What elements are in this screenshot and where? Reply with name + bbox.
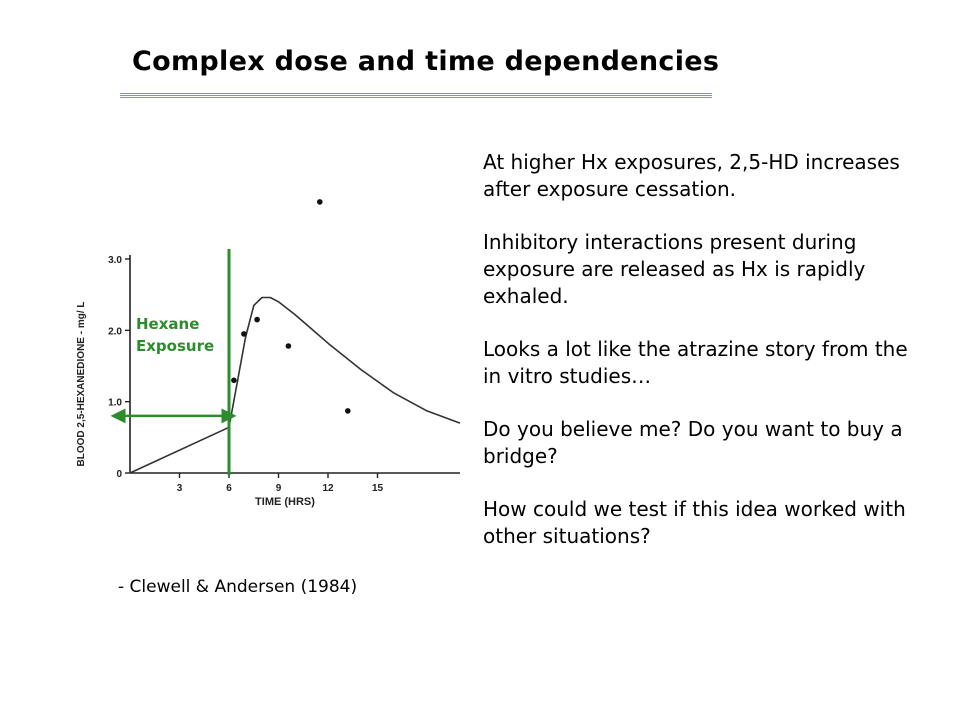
x-axis-label: TIME (HRS): [255, 496, 315, 508]
y-tick-label-1: 1.0: [108, 397, 122, 409]
exposure-label-line1: Hexane: [136, 315, 200, 333]
x-tick-label-3: 12: [322, 483, 334, 494]
x-tick-label-2: 9: [275, 483, 282, 494]
data-point-2: [254, 317, 260, 323]
paragraph-1: At higher Hx exposures, 2,5-HD increases after exposure cessation.: [483, 150, 900, 201]
hexanedione-chart: [60, 170, 470, 550]
y-tick-label-3: 3.0: [108, 255, 122, 266]
x-tick-label-4: 15: [371, 483, 384, 494]
y-tick-label-0: 0: [116, 469, 122, 480]
chart-container: [60, 170, 470, 550]
data-point-5: [317, 199, 323, 205]
y-tick-label-2: 2.0: [108, 326, 122, 338]
paragraph-5: How could we test if this idea worked with other situations?: [483, 497, 906, 548]
slide-title: Complex dose and time dependencies: [132, 46, 720, 77]
title-underline: [120, 93, 712, 99]
citation: - Clewell & Andersen (1984): [118, 577, 358, 597]
paragraph-4: Do you believe me? Do you want to buy a bridge?: [483, 417, 903, 468]
data-point-3: [286, 343, 292, 349]
exposure-label-line2: Exposure: [136, 337, 215, 355]
paragraph-3: Looks a lot like the atrazine story from the in vitro studies…: [483, 337, 908, 388]
data-point-4: [345, 408, 351, 414]
y-axis-label: BLOOD 2,5-HEXANEDIONE - mg/ L: [76, 301, 87, 467]
paragraph-2: Inhibitory interactions present during exposure are released as Hx is rapidly exhaled.: [483, 230, 866, 308]
body-text: [483, 149, 923, 576]
x-tick-label-0: 3: [176, 483, 183, 494]
data-point-1: [241, 331, 247, 337]
exposure-label: [136, 313, 214, 357]
x-tick-label-1: 6: [226, 483, 232, 494]
data-point-0: [231, 378, 237, 384]
